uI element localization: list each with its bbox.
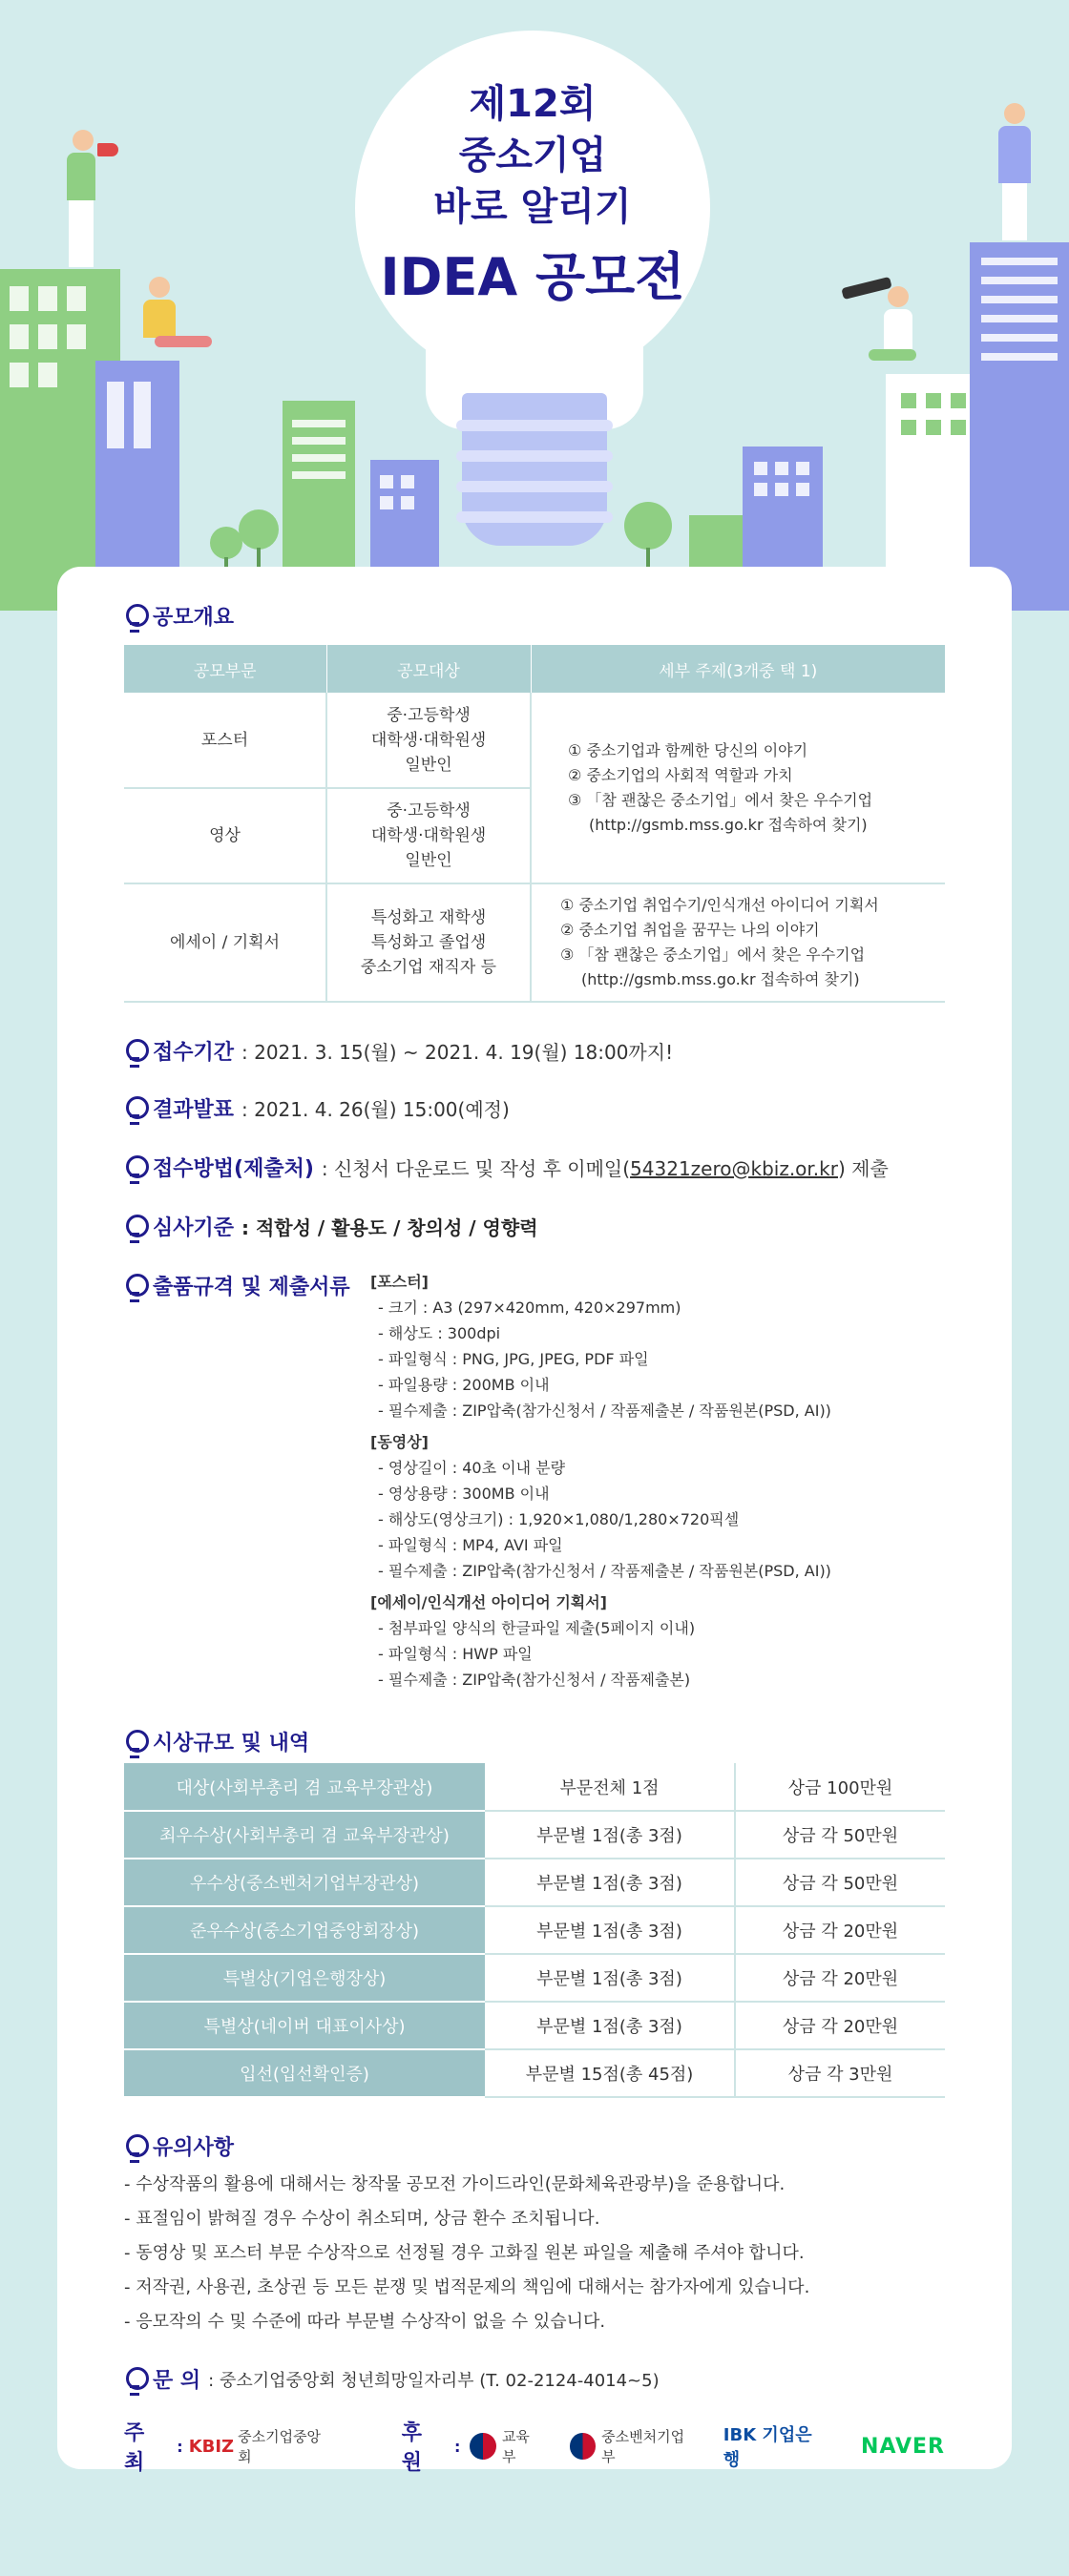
- notes-list: [124, 2168, 809, 2339]
- ibk-logo: IBK 기업은행: [723, 2425, 812, 2470]
- sponsor-label: 후 원: [401, 2421, 423, 2475]
- person-laptop-illustration: [136, 277, 221, 401]
- table-row: 준우수상(중소기업중앙회장상) 부문별 1점(총 3점) 상금 각 20만원: [124, 1906, 945, 1954]
- criteria-row: 심사기준 : 적합성 / 활용도 / 창의성 / 영향력: [124, 1212, 538, 1241]
- table-header-row: [124, 645, 945, 693]
- footer-organizers: 주 최 : KBIZ 중소기업중앙회 후 원 : 교육부 중소벤처기업부 IBK 기업은행 NAVER: [124, 2427, 945, 2465]
- spec-list: [포스터] - 크기 : A3 (297×420mm, 420×297mm) - 해상도 : 300dpi - 파일형식 : PNG, JPG, JPEG, PDF 파일 - 파일용량 : 200MB 이내 - 필수제출 : ZIP압축(참가신청서 / 작품제출본 / 작품원본(PSD, AI)) [동영상] - 영상길이 : 40초 이내 분량 - 영상용량 : 300MB 이내 - 해상도(영상크기) : 1,920×1,080/1,280×720픽셀 - 파일형식 : MP4, AVI 파일 - 필수제출 : ZIP압축(참가신청서 / 작품제출본 / 작품원본(PSD, AI)) [에세이/인식개선 아이디어 기획서] - 첨부파일 양식의 한글파일 제출(5페이지 이내) - 파일형식 : HWP 파일 - 필수제출 : ZIP압축(참가신청서 / 작품제출본): [370, 1269, 943, 1693]
- awards-heading: 시상규모 및 내역: [124, 1727, 309, 1756]
- target-cell: 중·고등학생 대학생·대학원생 일반인: [326, 693, 531, 788]
- category-cell: 포스터: [124, 693, 326, 788]
- list-item: - 응모작의 수 및 수준에 따라 부문별 수상작이 없을 수 있습니다.: [124, 2312, 606, 2332]
- table-row: 대상(사회부총리 겸 교육부장관상) 부문전체 1점 상금 100만원: [124, 1763, 945, 1811]
- list-item: - 수상작품의 활용에 대해서는 창작물 공모전 가이드라인(문화체육관광부)을 준용합니다.: [124, 2174, 786, 2194]
- table-row: 특별상(네이버 대표이사상) 부문별 1점(총 3점) 상금 각 20만원: [124, 2002, 945, 2049]
- host-label: 주 최: [124, 2421, 145, 2475]
- host-name: 중소기업중앙회: [238, 2428, 322, 2465]
- tree: [624, 502, 672, 550]
- table-header: 세부 주제(3개중 택 1): [531, 645, 945, 693]
- target-cell: 특성화고 재학생 특성화고 졸업생 중소기업 재직자 등: [326, 883, 531, 1002]
- spec-poster-heading: [포스터]: [370, 1273, 429, 1291]
- overview-heading: 공모개요: [124, 601, 234, 631]
- category-cell: 영상: [124, 788, 326, 883]
- tree: [210, 527, 242, 559]
- table-header: 공모대상: [326, 645, 531, 693]
- result-row: 결과발표 : 2021. 4. 26(월) 15:00(예정): [124, 1093, 510, 1123]
- lightbulb-icon: [124, 1039, 145, 1064]
- lightbulb-icon: [124, 2367, 145, 2392]
- target-cell: 중·고등학생 대학생·대학원생 일반인: [326, 788, 531, 883]
- naver-logo: NAVER: [861, 2434, 945, 2459]
- topics-cell: ① 중소기업과 함께한 당신의 이야기 ② 중소기업의 사회적 역할과 가치 ③ 「참 괜찮은 중소기업」에서 찾은 우수기업 (http://gsmb.mss.go.kr 접속하여 찾기): [531, 693, 945, 883]
- kbiz-logo: KBIZ: [188, 2436, 235, 2457]
- tree: [239, 509, 279, 550]
- list-item: - 표절임이 밝혀질 경우 수상이 취소되며, 상금 환수 조치됩니다.: [124, 2209, 600, 2229]
- list-item: - 저작권, 사용권, 초상권 등 모든 분쟁 및 법적문제의 책임에 대해서는 참가자에게 있습니다.: [124, 2277, 810, 2297]
- sponsor-mss: 중소벤처기업부: [601, 2428, 685, 2465]
- person-magnifier-illustration: [989, 99, 1046, 242]
- hero-illustration: [0, 0, 1069, 611]
- lightbulb-icon: [124, 1730, 145, 1755]
- list-item: - 동영상 및 포스터 부문 수상작으로 선정될 경우 고화질 원본 파일을 제출해 주셔야 합니다.: [124, 2243, 805, 2263]
- lightbulb-icon: [124, 1155, 145, 1180]
- notes-heading: 유의사항: [124, 2131, 234, 2161]
- sponsor-moe: 교육부: [501, 2428, 530, 2465]
- lightbulb-icon: [124, 1096, 145, 1121]
- category-cell: 에세이 / 기획서: [124, 883, 326, 1002]
- lightbulb-icon: [124, 604, 145, 629]
- table-row: 특별상(기업은행장상) 부문별 1점(총 3점) 상금 각 20만원: [124, 1954, 945, 2002]
- government-emblem-icon: [570, 2433, 597, 2460]
- person-telescope-illustration: [840, 282, 935, 416]
- table-row: [124, 693, 945, 788]
- event-title: 제12회 중소기업 바로 알리기 IDEA 공모전: [380, 82, 685, 307]
- awards-table: [124, 1763, 945, 2098]
- contact-row: 문 의 : 중소기업중앙회 청년희망일자리부 (T. 02-2124-4014~5): [124, 2364, 660, 2394]
- table-row: 우수상(중소벤처기업부장관상) 부문별 1점(총 3점) 상금 각 50만원: [124, 1859, 945, 1906]
- spec-heading: 출품규격 및 제출서류: [124, 1271, 350, 1300]
- overview-table: [124, 645, 945, 1003]
- person-megaphone-illustration: [55, 130, 113, 269]
- email-link[interactable]: 54321zero@kbiz.or.kr: [630, 1157, 838, 1180]
- table-header: 공모부문: [124, 645, 326, 693]
- lightbulb-icon: [124, 2134, 145, 2159]
- spec-video-heading: [동영상]: [370, 1433, 429, 1451]
- period-row: 접수기간 : 2021. 3. 15(월) ~ 2021. 4. 19(월) 18:00까지!: [124, 1036, 673, 1066]
- lightbulb-icon: [124, 1215, 145, 1239]
- method-row: 접수방법(제출처) : 신청서 다운로드 및 작성 후 이메일(54321zero@kbiz.or.kr) 제출: [124, 1153, 889, 1182]
- table-row: 입선(입선확인증) 부문별 15점(총 45점) 상금 각 3만원: [124, 2049, 945, 2097]
- lightbulb-icon: [124, 1274, 145, 1298]
- government-emblem-icon: [470, 2433, 496, 2460]
- table-row: 최우수상(사회부총리 겸 교육부장관상) 부문별 1점(총 3점) 상금 각 50만원: [124, 1811, 945, 1859]
- table-row: [124, 883, 945, 1002]
- spec-essay-heading: [에세이/인식개선 아이디어 기획서]: [370, 1593, 607, 1611]
- topics-cell: ① 중소기업 취업수기/인식개선 아이디어 기획서 ② 중소기업 취업을 꿈꾸는 나의 이야기 ③ 「참 괜찮은 중소기업」에서 찾은 우수기업 (http://gsmb.mss.go.kr 접속하여 찾기): [531, 883, 945, 1002]
